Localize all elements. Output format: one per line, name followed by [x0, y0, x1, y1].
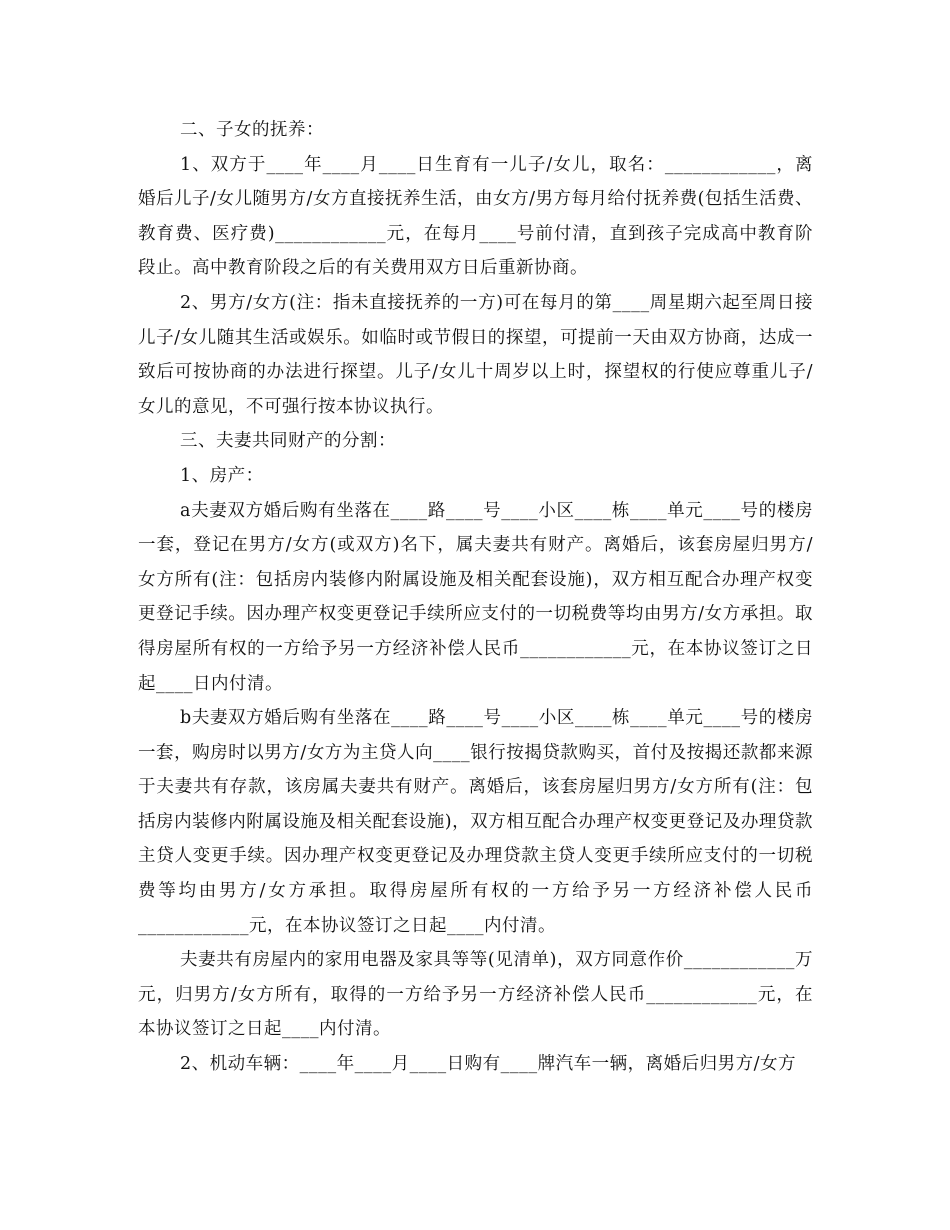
- heading-child-custody: 二、子女的抚养：: [180, 120, 324, 140]
- subheading-real-estate: 1、房产：: [180, 465, 264, 486]
- clause-real-estate-b: b夫妻双方婚后购有坐落在____路____号____小区____栋____单元____号的楼房一套，购房时以男方/女方为主贷人向____银行按揭贷款购买，首付及按揭还款都来源于夫妻共有存款，该房属夫妻共有财产。离婚后，该套房屋归男方/女方所有(注：包括房内装修内附属设施及相关配套设施)，双方相互配合办理产权变更登记及办理贷款主贷人变更手续。因办理产权变更登记及办理贷款主贷人变更手续所应支付的一切税费等均由男方/女方承担。取得房屋所有权的一方给予另一方经济补偿人民币____________元，在本协议签订之日起____内付清。: [138, 708, 813, 936]
- clause-child-support: 1、双方于____年____月____日生育有一儿子/女儿，取名：____________，离婚后儿子/女儿随男方/女方直接抚养生活，由女方/男方每月给付抚养费(包括生活费、教育费、医疗费)____________元，在每月____号前付清，直到孩子完成高中教育阶段止。高中教育阶段之后的有关费用双方日后重新协商。: [138, 154, 813, 279]
- clause-motor-vehicle: 2、机动车辆：____年____月____日购有____牌汽车一辆，离婚后归男方/女方: [180, 1054, 797, 1075]
- clause-real-estate-a: a夫妻双方婚后购有坐落在____路____号____小区____栋____单元____号的楼房一套，登记在男方/女方(或双方)名下，属夫妻共有财产。离婚后，该套房屋归男方/女方所有(注：包括房内装修内附属设施及相关配套设施)，双方相互配合办理产权变更登记手续。因办理产权变更登记手续所应支付的一切税费等均由男方/女方承担。取得房屋所有权的一方给予另一方经济补偿人民币____________元，在本协议签订之日起____日内付清。: [138, 500, 813, 694]
- heading-property-division: 三、夫妻共同财产的分割：: [180, 431, 396, 452]
- document-body: [138, 113, 813, 1082]
- clause-household-items: 夫妻共有房屋内的家用电器及家具等等(见清单)，双方同意作价____________万元，归男方/女方所有，取得的一方给予另一方经济补偿人民币____________元，在本协议签订之日起____内付清。: [138, 950, 813, 1040]
- clause-visitation: 2、男方/女方(注：指未直接抚养的一方)可在每月的第____周星期六起至周日接儿子/女儿随其生活或娱乐。如临时或节假日的探望，可提前一天由双方协商，达成一致后可按协商的办法进行探望。儿子/女儿十周岁以上时，探望权的行使应尊重儿子/女儿的意见，不可强行按本协议执行。: [138, 292, 813, 417]
